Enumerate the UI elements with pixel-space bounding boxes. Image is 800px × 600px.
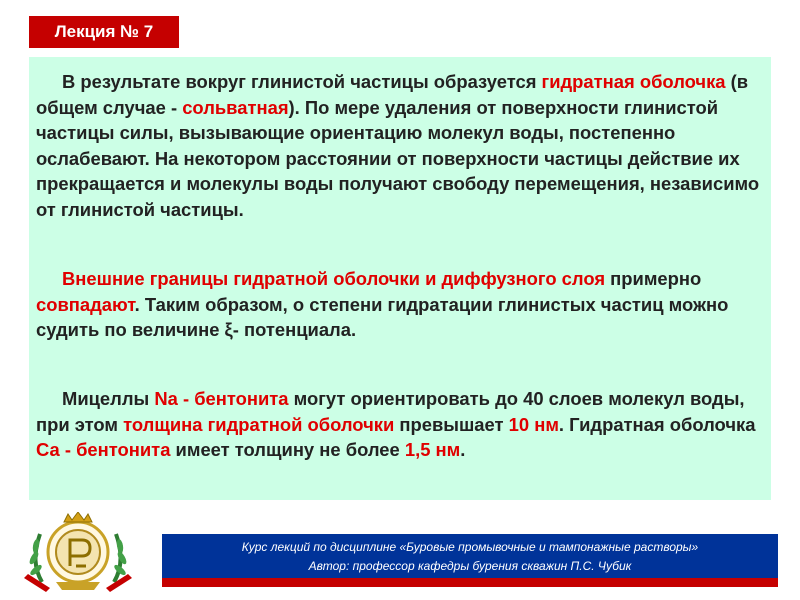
paragraph-micelles	[36, 386, 766, 463]
highlight-term: Na - бентонита	[154, 388, 289, 409]
text: . Таким образом, о степени гидратации глинистых частиц можно судить по величине ξ- потенциала.	[36, 293, 729, 341]
highlight-term: толщина гидратной оболочки	[123, 413, 395, 435]
footer-bar	[162, 534, 778, 578]
text: могут ориентировать до 40 слоев молекул воды, при этом	[36, 388, 745, 435]
text: В результате вокруг глинистой частицы образуется	[62, 71, 542, 92]
highlight-term: 10 нм	[508, 413, 559, 435]
lecture-badge: Лекция № 7	[29, 16, 179, 48]
text: примерно	[605, 268, 702, 289]
text: имеет толщину не более	[170, 439, 405, 461]
paragraph-hydrate-shell	[36, 69, 766, 223]
highlight-term: сольватная	[182, 96, 289, 118]
text: ). По мере удаления от поверхности глинистой частицы силы, вызывающие ориентацию молекул воды, постепенно ослабевают. На некотором расстоянии от поверхности частицы действие их прекращается и молекулы воды получают свободу перемещения, независимо от глинистой частицы.	[36, 96, 760, 220]
text: .	[460, 439, 466, 461]
text: (в общем случае -	[36, 71, 749, 118]
university-emblem-icon	[22, 512, 134, 596]
highlight-term: 1,5 нм	[404, 439, 461, 461]
paragraph-boundaries	[36, 266, 766, 343]
highlight-term: совпадают	[36, 293, 135, 315]
text: . Гидратная оболочка	[558, 413, 756, 435]
author-line: Автор: профессор кафедры бурения скважин П.С. Чубик	[308, 559, 632, 573]
footer-accent-strip	[162, 578, 778, 587]
highlight-term: Са - бентонита	[36, 439, 171, 461]
course-title: Курс лекций по дисциплине «Буровые промывочные и тампонажные растворы»	[241, 540, 699, 554]
content-panel	[29, 57, 771, 500]
text: превышает	[394, 413, 509, 435]
text: Мицеллы	[62, 388, 155, 409]
highlight-term: гидратная оболочка	[541, 71, 726, 92]
highlight-term: Внешние границы гидратной оболочки и диффузного слоя	[62, 268, 606, 289]
